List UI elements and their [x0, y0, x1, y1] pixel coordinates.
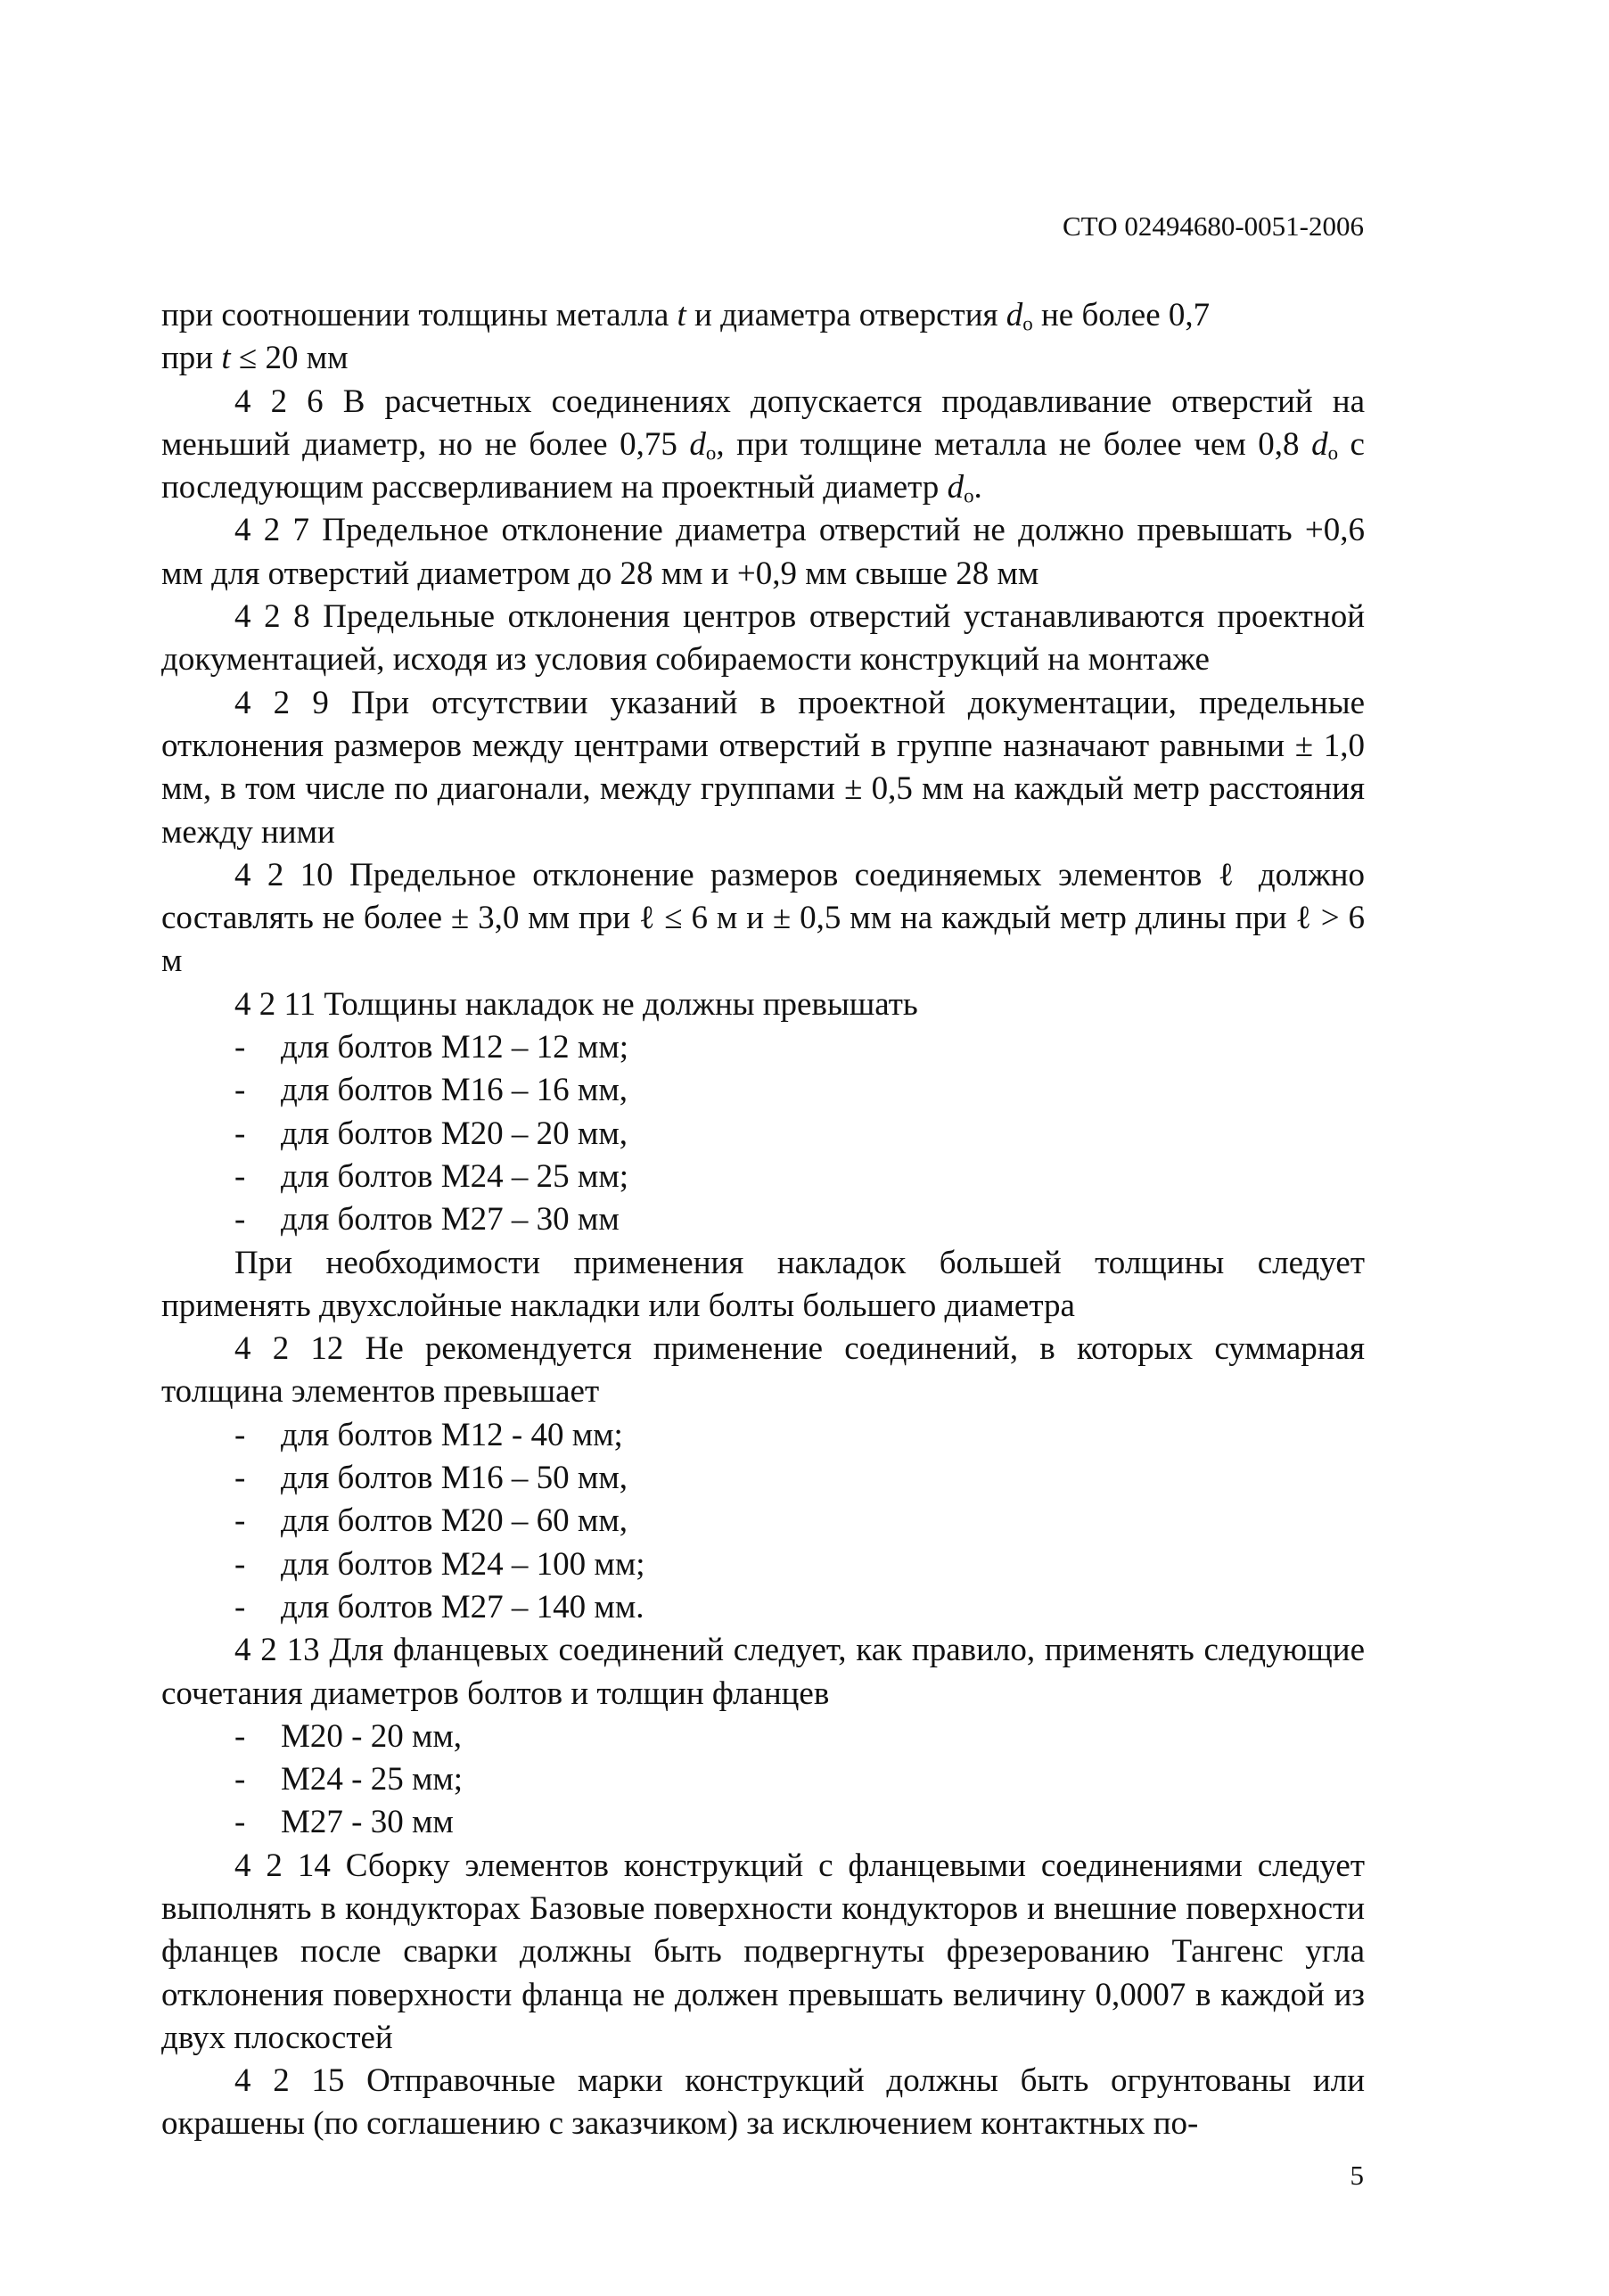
paragraph-425-continuation: при соотношении толщины металла t и диаметра отверстия $d_o$ не более 0,7	[161, 297, 1211, 335]
paragraph-4-2-14: 4 2 14 Сборку элементов конструкций с фланцевыми соединениями следует выполнять в кондукторах Базовые поверхности кондукторов и внешние поверхности фланцев после сварки должны быть подвергнуты фрезерованию Тангенс угла отклонения поверхности фланца не должен превышать величину 0,0007 в каждой из двух плоскостей	[161, 1847, 1365, 2056]
list-item: - для болтов М27 – 140 мм.	[234, 1588, 644, 1625]
paragraph-4-2-10: 4 2 10 Предельное отклонение размеров соединяемых элементов ℓ должно составлять не более ± 3,0 мм при ℓ ≤ 6 м и ± 0,5 мм на каждый метр длины при ℓ > 6 м	[161, 856, 1365, 980]
paragraph-4-2-7: 4 2 7 Предельное отклонение диаметра отверстий не должно превышать +0,6 мм для отверстий диаметром до 28 мм и +0,9 мм свыше 28 мм	[161, 512, 1365, 592]
list-item: - М20 - 20 мм,	[234, 1717, 463, 1755]
paragraph-4-2-8: 4 2 8 Предельные отклонения центров отверстий устанавливаются проектной документацией, исходя из условия собираемости конструкций на монтаже	[161, 598, 1365, 679]
list-item: - для болтов М12 - 40 мм;	[234, 1416, 623, 1453]
document-body	[161, 294, 1365, 2146]
list-item: - для болтов М12 – 12 мм;	[234, 1029, 629, 1066]
paragraph-4-2-9: 4 2 9 При отсутствии указаний в проектной документации, предельные отклонения размеров между центрами отверстий в группе назначают равными ± 1,0 мм, в том числе по диагонали, между группами ± 0,5 мм на каждый метр расстояния между ними	[161, 684, 1365, 851]
list-item: - для болтов М24 – 25 мм;	[234, 1157, 629, 1195]
paragraph-4-2-15: 4 2 15 Отправочные марки конструкций должны быть огрунтованы или окрашены (по соглашению с заказчиком) за исключением контактных по-	[161, 2062, 1365, 2143]
paragraph-4-2-6: 4 2 6 В расчетных соединениях допускается продавливание отверстий на меньший диаметр, но не более 0,75 $d_o$, при толщине металла не более чем 0,8 $d_o$ с последующим рассверливанием на проектный диаметр $d_o$.	[161, 383, 1365, 507]
paragraph-4-2-13: 4 2 13 Для фланцевых соединений следует, как правило, применять следующие сочетания диаметров болтов и толщин фланцев	[161, 1632, 1365, 1712]
list-item: - М27 - 30 мм	[234, 1804, 454, 1841]
paragraph-thicker-plates: При необходимости применения накладок большей толщины следует применять двухслойные накладки или болты большего диаметра	[161, 1244, 1365, 1324]
list-item: - для болтов М16 – 16 мм,	[234, 1072, 628, 1109]
list-item: - для болтов М16 – 50 мм,	[234, 1460, 628, 1497]
paragraph-425-condition: при t ≤ 20 мм	[161, 340, 349, 377]
document-code-header: СТО 02494680-0051-2006	[1063, 210, 1364, 242]
list-item: - М24 - 25 мм;	[234, 1761, 464, 1798]
paragraph-4-2-11: 4 2 11 Толщины накладок не должны превышать	[234, 985, 918, 1023]
list-item: - для болтов М24 – 100 мм;	[234, 1545, 645, 1583]
list-item: - для болтов М20 – 20 мм,	[234, 1115, 628, 1152]
list-item: - для болтов М27 – 30 мм	[234, 1201, 620, 1239]
list-item: - для болтов М20 – 60 мм,	[234, 1502, 628, 1540]
paragraph-4-2-12: 4 2 12 Не рекомендуется применение соединений, в которых суммарная толщина элементов превышает	[161, 1330, 1365, 1411]
page-number: 5	[1350, 2160, 1364, 2191]
